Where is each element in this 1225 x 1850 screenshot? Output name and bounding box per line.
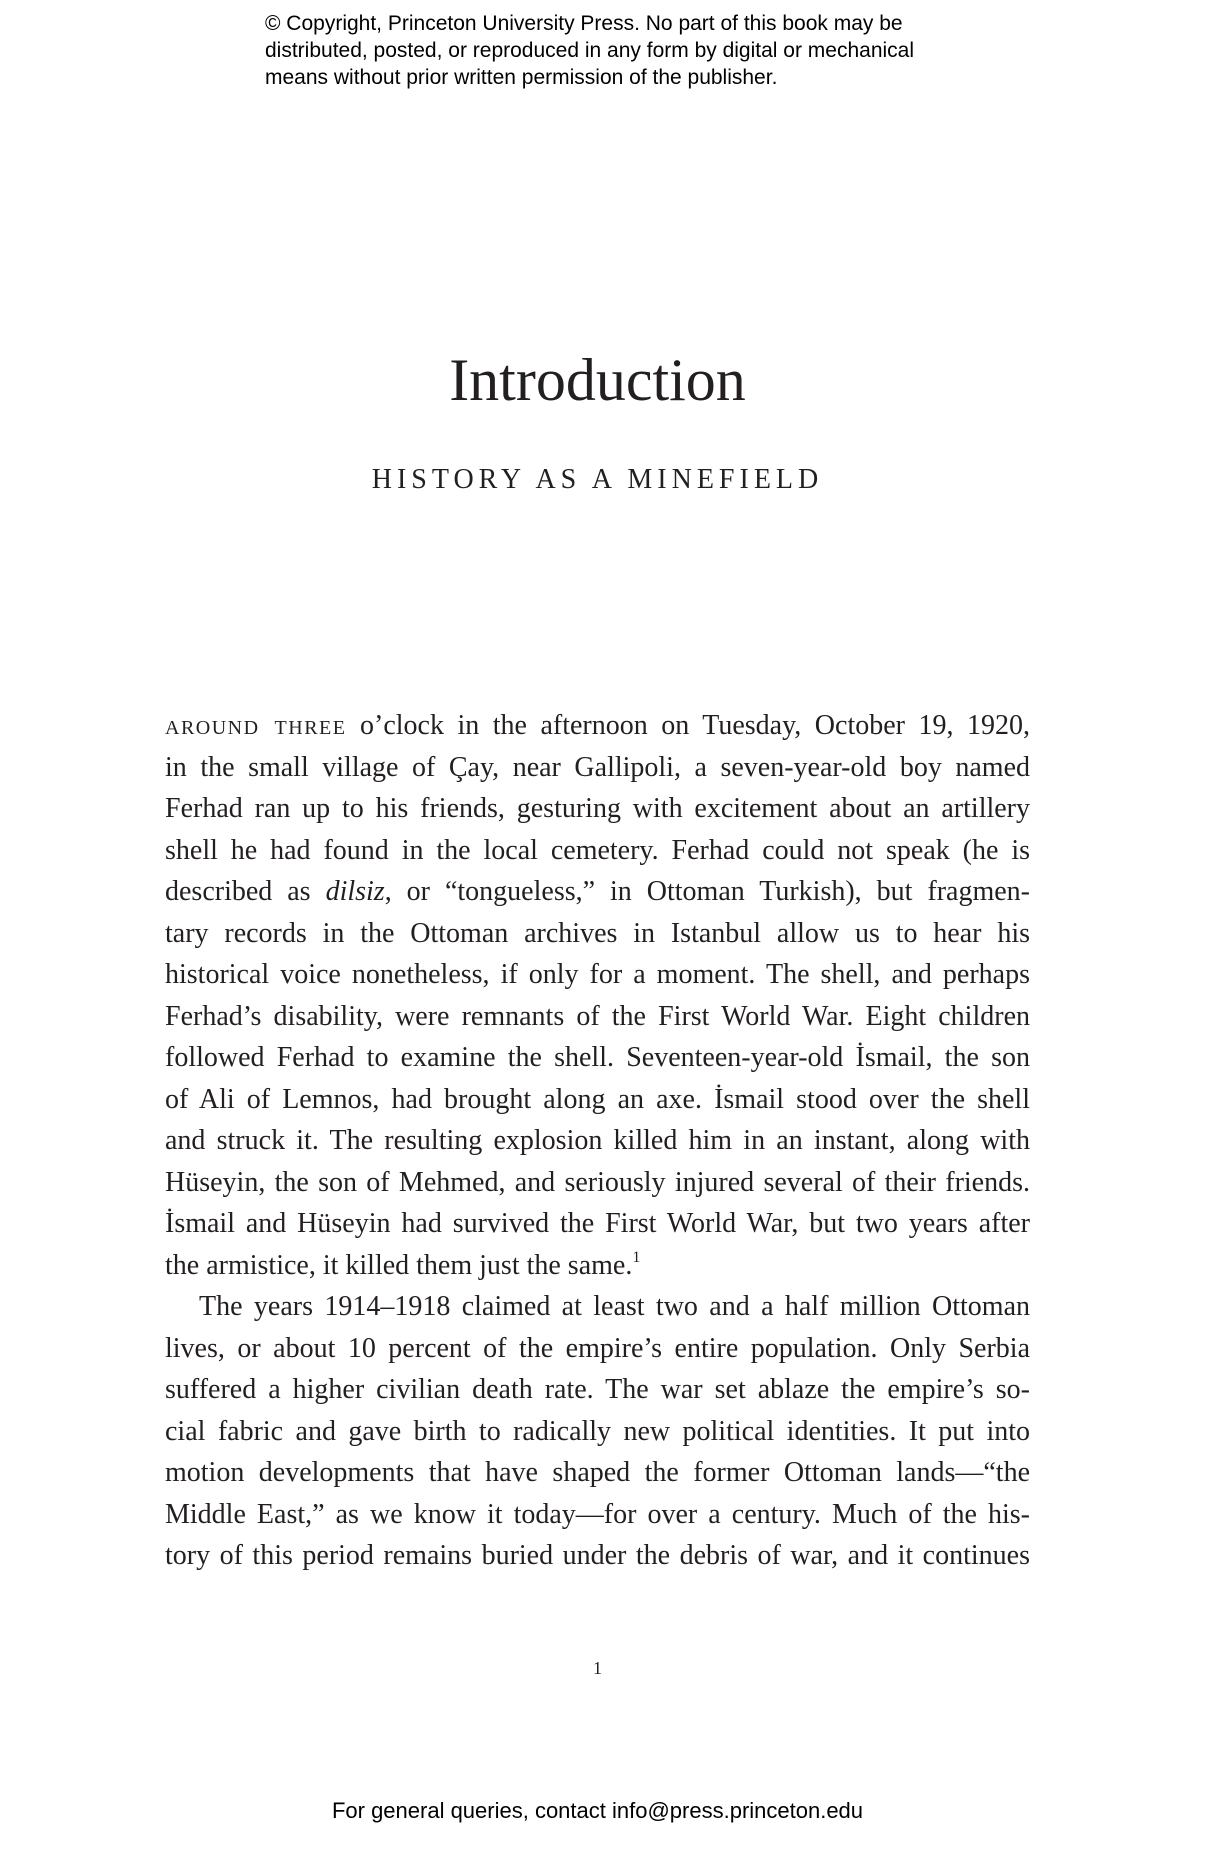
body-line: suffered a higher civilian death rate. The war set ablaze the empire’s so- [165, 1374, 1030, 1405]
body-line: Ferhad ran up to his friends, gesturing with excitement about an artillery [165, 793, 1030, 824]
body-line: Middle East,” as we know it today—for over a century. Much of the his- [165, 1498, 1030, 1530]
chapter-subtitle: HISTORY AS A MINEFIELD [371, 464, 824, 495]
body-line: historical voice nonetheless, if only for a moment. The shell, and perhaps [165, 959, 1030, 990]
body-line: shell he had found in the local cemetery. Ferhad could not speak (he is [165, 834, 1030, 866]
body-line: motion developments that have shaped the former Ottoman lands—“the [165, 1457, 1030, 1488]
body-line: and struck it. The resulting explosion killed him in an instant, along with [165, 1125, 1030, 1156]
copyright-line: © Copyright, Princeton University Press. No part of this book may be [265, 12, 903, 35]
body-line: İsmail and Hüseyin had survived the First World War, but two years after [165, 1208, 1030, 1239]
body-line: cial fabric and gave birth to radically new political identities. It put into [165, 1415, 1030, 1447]
copyright-line: means without prior written permission of the publisher. [265, 66, 778, 89]
copyright-line: distributed, posted, or reproduced in any form by digital or mechanical [265, 39, 915, 62]
chapter-title: Introduction [449, 347, 746, 413]
footnote-marker[interactable]: 1 [632, 1248, 641, 1266]
copyright-notice [265, 10, 1025, 91]
body-line [165, 1245, 1030, 1287]
line-text: , or “tongueless,” in Ottoman Turkish), but fragmen- [384, 876, 1030, 907]
body-text [165, 705, 1030, 1577]
line-text: o’clock in the afternoon on Tuesday, October 19, 1920, [346, 710, 1030, 741]
body-line: in the small village of Çay, near Gallipoli, a seven-year-old boy named [165, 751, 1030, 783]
lead-in-smallcaps: around three [165, 710, 347, 741]
body-line [165, 871, 1030, 913]
line-text: the armistice, it killed them just the same. [165, 1249, 633, 1281]
body-line [165, 705, 1030, 747]
line-text: described as [165, 876, 326, 907]
body-line: Hüseyin, the son of Mehmed, and seriously injured several of their friends. [165, 1166, 1030, 1198]
body-line: tory of this period remains buried under the debris of war, and it continues [165, 1540, 1030, 1571]
body-line: tary records in the Ottoman archives in Istanbul allow us to hear his [165, 917, 1030, 949]
body-line: Ferhad’s disability, were remnants of the First World War. Eight children [165, 1000, 1030, 1032]
body-line: followed Ferhad to examine the shell. Seventeen-year-old İsmail, the son [165, 1042, 1030, 1073]
body-line: lives, or about 10 percent of the empire’s entire population. Only Serbia [165, 1332, 1030, 1364]
body-line: The years 1914–1918 claimed at least two and a half million Ottoman [199, 1291, 1030, 1322]
contact-footer: For general queries, contact info@press.princeton.edu [331, 1798, 864, 1823]
body-line: of Ali of Lemnos, had brought along an axe. İsmail stood over the shell [165, 1083, 1030, 1115]
italic-term: dilsiz [325, 876, 385, 907]
page-number: 1 [593, 1658, 602, 1678]
